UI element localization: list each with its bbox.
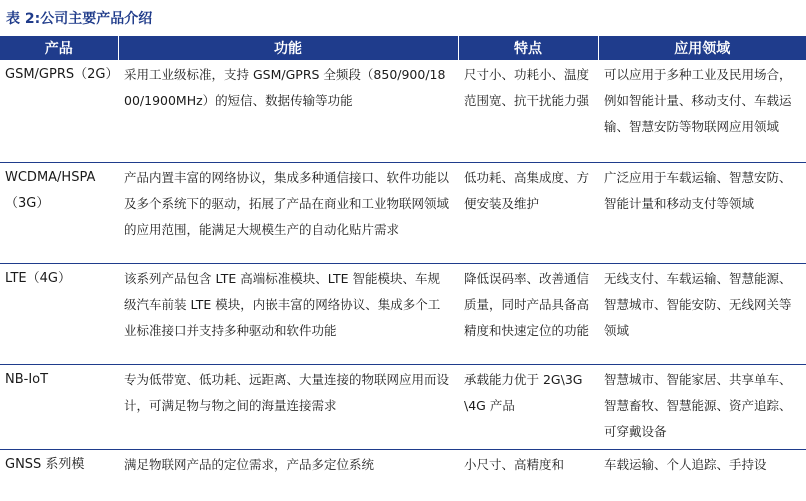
function-cell: 满足物联网产品的定位需求，产品多定位系统 — [124, 457, 375, 472]
table-caption: 表 2:公司主要产品介绍 — [6, 11, 153, 27]
table-row — [0, 264, 806, 365]
application-cell: 广泛应用于车载运输、智慧安防、智能计量和移动支付等领域 — [598, 163, 806, 264]
header-feature: 特点 — [458, 36, 598, 60]
header-application: 应用领域 — [598, 36, 806, 60]
product-cell: GNSS 系列模 — [5, 457, 85, 472]
table-row — [0, 450, 806, 483]
application-cell: 车载运输、个人追踪、手持设 — [604, 457, 767, 472]
table-row — [0, 60, 806, 163]
table-header-row — [0, 36, 806, 60]
table-row — [0, 163, 806, 264]
header-function: 功能 — [118, 36, 458, 60]
table-row — [0, 365, 806, 450]
header-product: 产品 — [0, 36, 118, 60]
function-cell: 专为低带宽、低功耗、远距离、大量连接的物联网应用而设计，可满足物与物之间的海量连接需求 — [118, 365, 458, 450]
function-cell: 该系列产品包含 LTE 高端标准模块、LTE 智能模块、车规级汽车前装 LTE 模块，内嵌丰富的网络协议、集成多个工业标准接口并支持多种驱动和软件功能 — [118, 264, 458, 365]
feature-cell: 小尺寸、高精度和 — [464, 457, 565, 472]
feature-cell: 降低误码率、改善通信质量，同时产品具备高精度和快速定位的功能 — [458, 264, 598, 365]
feature-cell: 低功耗、高集成度、方便安装及维护 — [458, 163, 598, 264]
product-cell: GSM/GPRS（2G） — [0, 60, 118, 163]
product-table — [0, 36, 806, 482]
product-cell: LTE（4G） — [0, 264, 118, 365]
feature-cell: 承载能力优于 2G\3G\4G 产品 — [458, 365, 598, 450]
function-cell: 采用工业级标准，支持 GSM/GPRS 全频段（850/900/1800/1900MHz）的短信、数据传输等功能 — [118, 60, 458, 163]
product-cell: WCDMA/HSPA（3G） — [0, 163, 118, 264]
application-cell: 无线支付、车载运输、智慧能源、智慧城市、智能安防、无线网关等领域 — [598, 264, 806, 365]
product-cell: NB-IoT — [0, 365, 118, 450]
function-cell: 产品内置丰富的网络协议，集成多种通信接口、软件功能以及多个系统下的驱动，拓展了产品在商业和工业物联网领域的应用范围，能满足大规模生产的自动化贴片需求 — [118, 163, 458, 264]
feature-cell: 尺寸小、功耗小、温度范围宽、抗干扰能力强 — [458, 60, 598, 163]
application-cell: 可以应用于多种工业及民用场合，例如智能计量、移动支付、车载运输、智慧安防等物联网应用领域 — [598, 60, 806, 163]
application-cell: 智慧城市、智能家居、共享单车、智慧畜牧、智慧能源、资产追踪、可穿戴设备 — [598, 365, 806, 450]
